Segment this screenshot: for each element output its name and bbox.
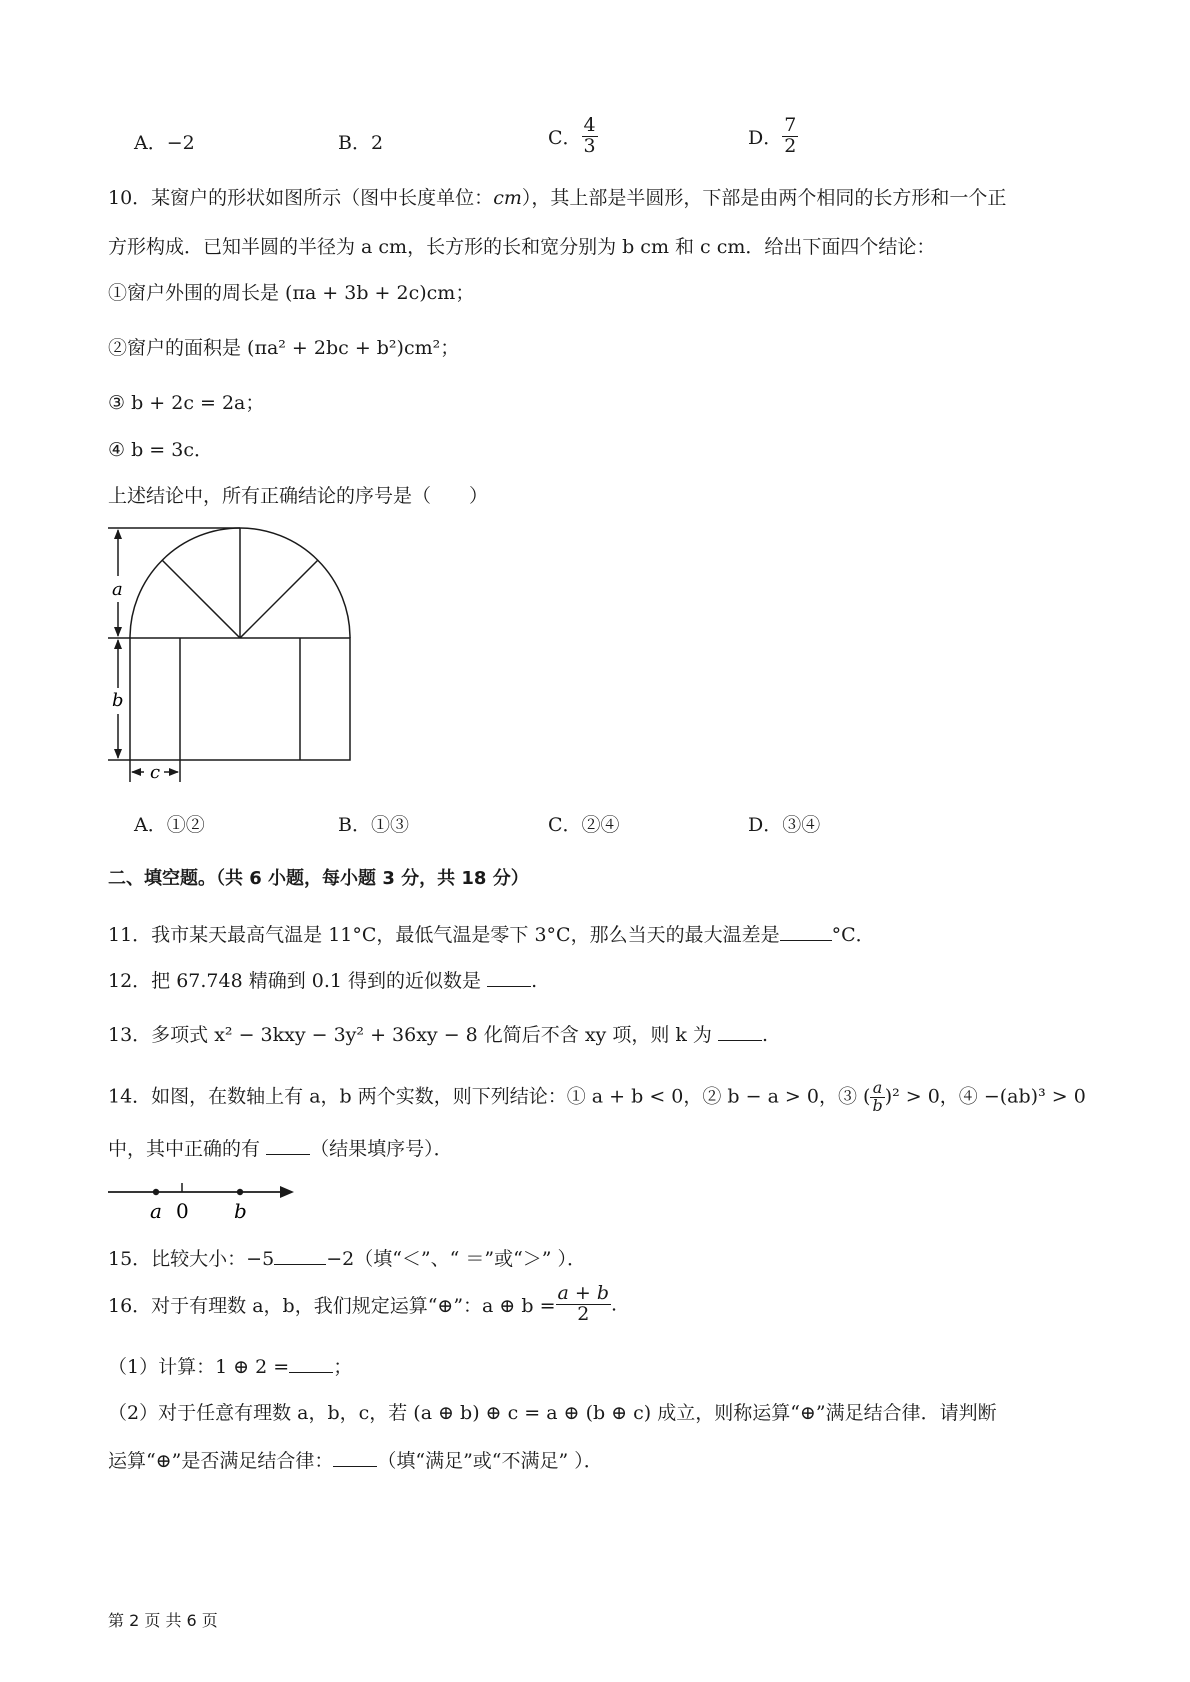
q14-answer-blank[interactable] <box>266 1138 310 1155</box>
label-c: c <box>150 762 161 783</box>
q10-conclusion-4: ④ b = 3c． <box>108 439 213 461</box>
point-a <box>153 1189 159 1195</box>
number-line-label-zero: 0 <box>176 1199 189 1223</box>
q16-part2-line1: （2）对于任意有理数 a，b，c，若 (a ⊕ b) ⊕ c = a ⊕ (b ⊕ c) 成立，则称运算“⊕”满足结合律．请判断 <box>108 1402 997 1424</box>
window-lower-frame <box>130 638 350 760</box>
q10-question: 上述结论中，所有正确结论的序号是（ ） <box>108 485 489 507</box>
page-footer: 第 2 页 共 6 页 <box>108 1611 218 1630</box>
q15-answer-blank[interactable] <box>274 1248 326 1265</box>
dim-a-arrow-bottom <box>114 627 122 637</box>
dim-a-arrow-top <box>114 529 122 539</box>
number-line <box>104 1178 304 1226</box>
window-figure <box>100 520 360 790</box>
q13-answer-blank[interactable] <box>718 1024 762 1041</box>
q16-fraction: $\frac{a + b}{2}$ <box>557 1282 610 1325</box>
q9-option-d-fraction: $\frac{7}{2}$ <box>784 114 797 157</box>
q16-part1-answer-blank[interactable] <box>289 1356 333 1373</box>
q10-line2: 方形构成．已知半圆的半径为 a cm，长方形的长和宽分别为 b cm 和 c cm．给出下面四个结论： <box>108 236 936 258</box>
label-a: a <box>112 579 123 600</box>
q14-line2: 中，其中正确的有 （结果填序号）． <box>108 1138 453 1160</box>
q13: 13．多项式 x² − 3kxy − 3y² + 36xy − 8 化简后不含 xy 项，则 k 为 . <box>108 1024 769 1046</box>
q10-option-d: D．③④ <box>748 814 821 836</box>
q9-option-c-fraction: $\frac{4}{3}$ <box>583 114 596 157</box>
q16-part1: （1）计算：1 ⊕ 2 = ； <box>108 1356 353 1378</box>
q9-option-a: A．−2 <box>134 132 195 154</box>
window-spoke-left <box>162 560 240 638</box>
q11-answer-blank[interactable] <box>780 924 832 941</box>
q10-option-c: C．②④ <box>548 814 620 836</box>
dim-c-arrow-left <box>131 768 141 776</box>
number-line-label-b: b <box>234 1199 247 1223</box>
number-line-label-a: a <box>150 1199 162 1223</box>
dim-b-arrow-top <box>114 639 122 649</box>
window-spoke-right <box>240 560 318 638</box>
q12: 12．把 67.748 精确到 0.1 得到的近似数是 . <box>108 970 538 992</box>
section-2-title: 二、填空题。（共 6 小题，每小题 3 分，共 18 分） <box>108 868 529 889</box>
q9-option-b: B．2 <box>338 132 384 154</box>
dim-c-arrow-right <box>169 768 179 776</box>
q10-option-a: A．①② <box>134 814 205 836</box>
q16-part2-answer-blank[interactable] <box>333 1450 377 1467</box>
q15: 15．比较大小：−5 −2（填“＜”、“ ＝”或“＞” ）． <box>108 1248 587 1270</box>
q12-answer-blank[interactable] <box>487 970 531 987</box>
point-b <box>237 1189 243 1195</box>
q16-part2-line2: 运算“⊕”是否满足结合律： （填“满足”或“不满足” ）． <box>108 1450 603 1472</box>
q14-line1: 14．如图，在数轴上有 a，b 两个实数，则下列结论：① a + b < 0，② b − a > 0，③ ( $\frac{a}{b}$ )² > 0，④ −(ab)³ > 0 <box>108 1078 1086 1115</box>
q10-option-b: B．①③ <box>338 814 409 836</box>
number-line-arrow <box>280 1186 294 1198</box>
label-b: b <box>112 690 124 711</box>
q9-option-d: D． $\frac{7}{2}$ <box>748 114 797 157</box>
q11: 11．我市某天最高气温是 11°C，最低气温是零下 3°C，那么当天的最大温差是 °C． <box>108 924 875 946</box>
q10-conclusion-3: ③ b + 2c = 2a； <box>108 392 265 414</box>
q10-conclusion-2: ②窗户的面积是 (πa² + 2bc + b²)cm²； <box>108 337 460 359</box>
q9-option-c: C． $\frac{4}{3}$ <box>548 114 596 157</box>
dim-b-arrow-bottom <box>114 749 122 759</box>
q14-fraction: $\frac{a}{b}$ <box>872 1078 883 1115</box>
q16: 16．对于有理数 a，b，我们规定运算“⊕”：a ⊕ b = $\frac{a + b}{2}$ . <box>108 1282 618 1325</box>
q10-conclusion-1: ①窗户外围的周长是 (πa + 3b + 2c)cm； <box>108 282 475 304</box>
q10-line1: 10．某窗户的形状如图所示（图中长度单位：cm），其上部是半圆形，下部是由两个相同的长方形和一个正 <box>108 187 1007 209</box>
